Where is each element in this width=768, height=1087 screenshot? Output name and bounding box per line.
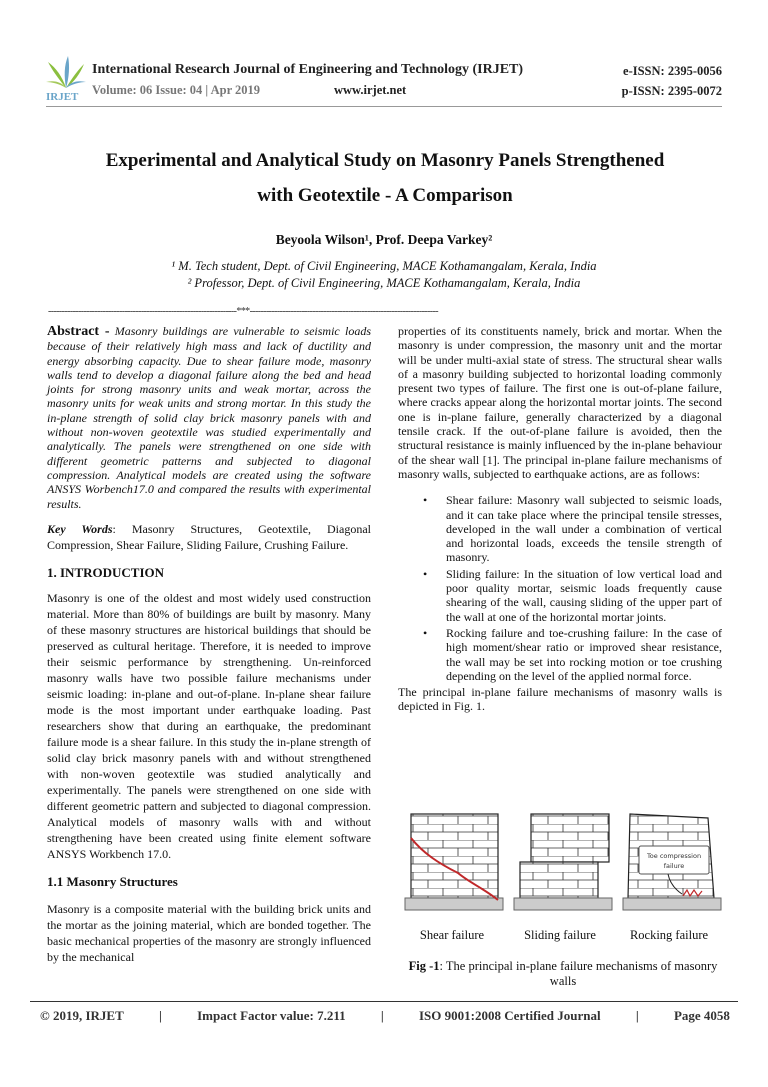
figure-sublabels [398,928,724,943]
title-line: with Geotextile - A Comparison [257,185,513,206]
section-separator: ---------------------------------------------------------------------***--------------------------------------------------------------------- [48,306,438,317]
list-item-text: Rocking failure and toe-crushing failure: In the case of high moment/shear ratio or improved shear resistance, the wall may be set into rocking motion or toe crushing depending on the level of the applied normal force. [446,625,722,683]
right-para-2: The principal in-plane failure mechanisms of masonry walls is depicted in Fig. 1. [398,685,722,714]
right-column [398,324,722,714]
footer-page: Page 4058 [673,1008,730,1023]
bullet-icon: • [423,493,428,508]
intro-text: Masonry is one of the oldest and most widely used construction material. More than 80% of buildings are built by masonry. Many of these masonry structures are historical buildings that should be preserved as cultural heritage. Therefore, it is needed to improve their seismic performance by strengthening. Un-reinforced masonry walls have two possible failure mechanisms under seismic loading: in-plane and out-of-plane. In-plane shear failure mode is the most important under earthquake loading. Past researchers show that during an earthquake, the predominant failure mode is a shear failure. In this study the in-plane strength of solid clay brick masonry panels with and without strengthened with non-woven geotextile was studied analytically and experimentally. The panels were strengthened on one side with different geometric pattern and subjected to diagonal compression. Analytical models of masonry walls with and without strengthening have been created using finite element software ANSYS Workbench 17.0. [47,590,371,861]
volume-info: Volume: 06 Issue: 04 | Apr 2019 [92,83,261,97]
section-1-1-heading: 1.1 Masonry Structures [47,873,178,889]
right-para-1: properties of its constituents namely, brick and mortar. When the masonry is under compression, the masonry unit and the mortar will be under multi-axial state of stress. The structural shear walls of a masonry building subjected to horizontal loading commonly present two types of failure. The first one is out-of-plane failure, where cracks appear along the horizontal mortar joints. The second one is in-plane failure, generally characterized by a diagonal tensile crack. If the out-of-plane failure is avoided, then the structural resistance is mainly influenced by the in-plane behaviour of the shear wall [1]. The principal in-plane failure mechanisms of masonry walls, subjected to earthquake actions, are as follows: [398,324,722,481]
abstract [47,324,371,511]
abstract-text: Masonry buildings are vulnerable to seismic loads because of their relatively high mass and lack of ductility and energy absorbing capacity. Due to shear failure mode, masonry walls tend to develop a diagonal failure along the bed and head joints for strong masonry units and weak mortar, across the masonry units for weak units and strong mortar. In this study the in-plane strength of solid clay brick masonry panels with and without non-woven geotextile was studied experimentally and analytically. The panels were strengthened on one side with different geometric patterns and subjected to diagonal compression. Analytical models are created using the software ANSYS Worbench17.0 and compared the results with experimental results. [47,324,371,511]
pissn: p-ISSN: 2395-0072 [621,84,722,98]
left-column [47,324,371,965]
caption-text: : The principal in-plane failure mechanisms of masonry walls [439,959,718,988]
sliding-failure-wall [514,814,612,910]
list-item-text: Shear failure: Masonry wall subjected to seismic loads, and it can take place where the principal tensile stresses, developed in the wall under a combination of vertical and horizontal loads, exceeds the tensile strength of masonry. [446,493,722,565]
rocking-failure-wall [623,814,721,910]
title-line: Experimental and Analytical Study on Masonry Panels Strengthened [105,150,665,171]
sublabel-rocking: Rocking failure [629,928,709,942]
journal-name: International Research Journal of Engineering and Technology (IRJET) [92,62,524,77]
bullet-icon: • [423,566,428,581]
annotation-text: failure [663,862,685,870]
intro-heading: 1. INTRODUCTION [47,564,165,580]
keywords-label: Key Words [47,521,113,536]
shear-failure-wall [405,814,503,910]
figure-caption [408,959,718,989]
sublabel-shear: Shear failure [419,928,485,942]
footer-impact: Impact Factor value: 7.211 [197,1008,346,1023]
affiliation-2: ² Professor, Dept. of Civil Engineering, MACE Kothamangalam, Kerala, India [187,276,581,290]
affiliation-1: ¹ M. Tech student, Dept. of Civil Engineering, MACE Kothamangalam, Kerala, India [171,259,597,273]
footer-copyright: © 2019, IRJET [40,1008,124,1023]
footer-sep: | [635,1008,639,1023]
header-divider [46,106,722,107]
list-item-text: Sliding failure: In the situation of low vertical load and poor quality mortar, seismic loads frequently cause shearing of the wall, causing sliding of the upper part of the wall at one of the horizontal mortar joints. [446,566,722,624]
footer-iso: ISO 9001:2008 Certified Journal [418,1008,601,1023]
failure-list [398,493,722,683]
footer-sep: | [159,1008,162,1023]
keywords [47,521,371,553]
irjet-logo [44,54,88,102]
list-item [398,626,722,683]
paper-title [40,143,730,213]
keywords-text: : Masonry Structures, Geotextile, Diagonal Compression, Shear Failure, Sliding Failure, Crushing Failure. [47,521,372,552]
journal-website[interactable]: www.irjet.net [334,83,407,97]
caption-label: Fig -1 [408,959,440,973]
list-item [398,493,722,564]
footer-sep: | [380,1008,384,1023]
annotation-text: Toe compression [646,852,702,860]
footer [40,1008,730,1024]
footer-divider [30,1001,738,1002]
failure-mechanisms-figure [398,808,724,920]
eissn: e-ISSN: 2395-0056 [623,64,722,78]
list-item [398,567,722,624]
logo-text: IRJET [46,91,79,102]
bullet-icon: • [423,625,428,640]
authors: Beyoola Wilson¹, Prof. Deepa Varkey² [275,232,493,247]
sublabel-sliding: Sliding failure [524,928,596,942]
abstract-label: Abstract - [47,324,110,339]
section-1-1-text: Masonry is a composite material with the building brick units and the mortar as the joining material, which are bonded together. The basic mechanical properties of the masonry are strongly influenced by the mechanical [47,901,371,964]
